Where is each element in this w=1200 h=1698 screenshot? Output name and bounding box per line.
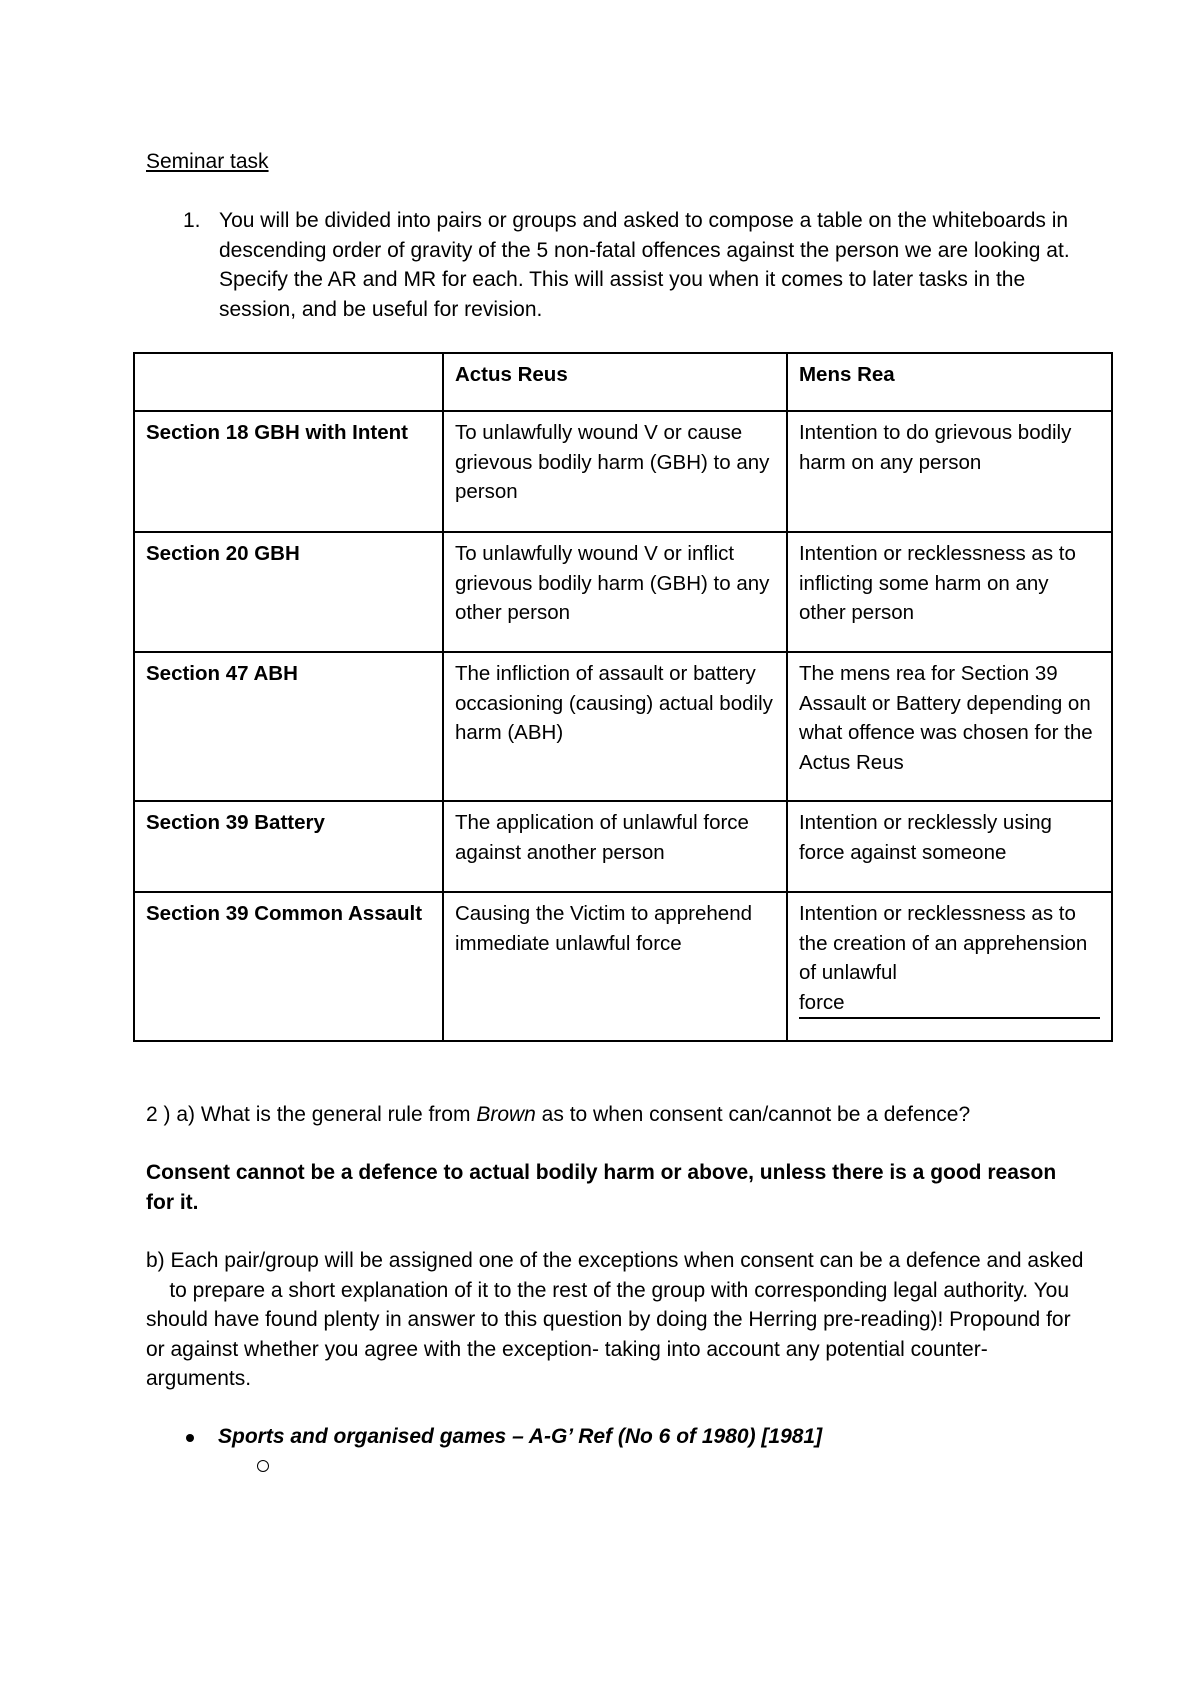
- table-header-row: [134, 353, 1112, 411]
- case-name: Brown: [476, 1103, 536, 1126]
- bullet-text: Sports and organised games – A-G’ Ref (No 6 of 1980) [1981]: [218, 1425, 823, 1448]
- mens-rea-cell: [787, 892, 1112, 1041]
- actus-reus-cell: Causing the Victim to apprehend immediate unlawful force: [443, 892, 787, 1041]
- bullet-list-item: [146, 1422, 822, 1451]
- actus-reus-cell: The infliction of assault or battery occasioning (causing) actual bodily harm (ABH): [443, 652, 787, 801]
- table-row: [134, 532, 1112, 652]
- task-1-text: You will be divided into pairs or groups and asked to compose a table on the whiteboards in descending order of gravity of the 5 non-fatal offences against the person we are looking at. Specify the AR and MR for each. This will assist you when it comes to later tasks in the session, and be useful for revision.: [219, 209, 1070, 321]
- offence-cell: Section 18 GBH with Intent: [134, 411, 443, 532]
- mens-rea-cell: Intention or recklessness as to inflicting some harm on any other person: [787, 532, 1112, 652]
- bullet-dot-icon: [186, 1434, 194, 1442]
- question-2a: [146, 1100, 970, 1129]
- actus-reus-cell: To unlawfully wound V or cause grievous bodily harm (GBH) to any person: [443, 411, 787, 532]
- hollow-bullet-icon: [257, 1460, 269, 1472]
- table-row: [134, 892, 1112, 1041]
- actus-reus-cell: The application of unlawful force against another person: [443, 801, 787, 892]
- question-2b: b) Each pair/group will be assigned one of the exceptions when consent can be a defence and asked to prepare a short explanation of it to the rest of the group with corresponding legal authority. You should have found plenty in answer to this question by doing the Herring pre-reading)! Propound for or against whether you agree with the exception- taking into account any potential counter-arguments.: [146, 1249, 1084, 1390]
- mens-rea-cell: Intention to do grievous bodily harm on any person: [787, 411, 1112, 532]
- question-2a-prefix: 2 ) a) What is the general rule from: [146, 1103, 477, 1126]
- offence-cell: Section 20 GBH: [134, 532, 443, 652]
- offence-cell: Section 47 ABH: [134, 652, 443, 801]
- header-actus-reus: Actus Reus: [443, 353, 787, 411]
- header-empty-cell: [134, 353, 443, 411]
- task-1: [146, 206, 1076, 324]
- offences-table: [133, 352, 1113, 1042]
- table-row: [134, 652, 1112, 801]
- mens-rea-cell: The mens rea for Section 39 Assault or Battery depending on what offence was chosen for the Actus Reus: [787, 652, 1112, 801]
- mens-rea-text-underlined: force: [799, 988, 1100, 1020]
- actus-reus-cell: To unlawfully wound V or inflict grievous bodily harm (GBH) to any other person: [443, 532, 787, 652]
- mens-rea-text: Intention or recklessness as to the creation of an apprehension of unlawful: [798, 902, 1088, 984]
- offence-cell: Section 39 Battery: [134, 801, 443, 892]
- task-1-number: 1.: [183, 209, 201, 232]
- offence-cell: Section 39 Common Assault: [134, 892, 443, 1041]
- table-row: [134, 801, 1112, 892]
- table-row: [134, 411, 1112, 532]
- mens-rea-cell: Intention or recklessly using force against someone: [787, 801, 1112, 892]
- question-2a-suffix: as to when consent can/cannot be a defence?: [535, 1103, 971, 1126]
- page-title: Seminar task: [146, 150, 269, 173]
- header-mens-rea: Mens Rea: [787, 353, 1112, 411]
- answer-2a: Consent cannot be a defence to actual bodily harm or above, unless there is a good reason for it.: [146, 1161, 1057, 1214]
